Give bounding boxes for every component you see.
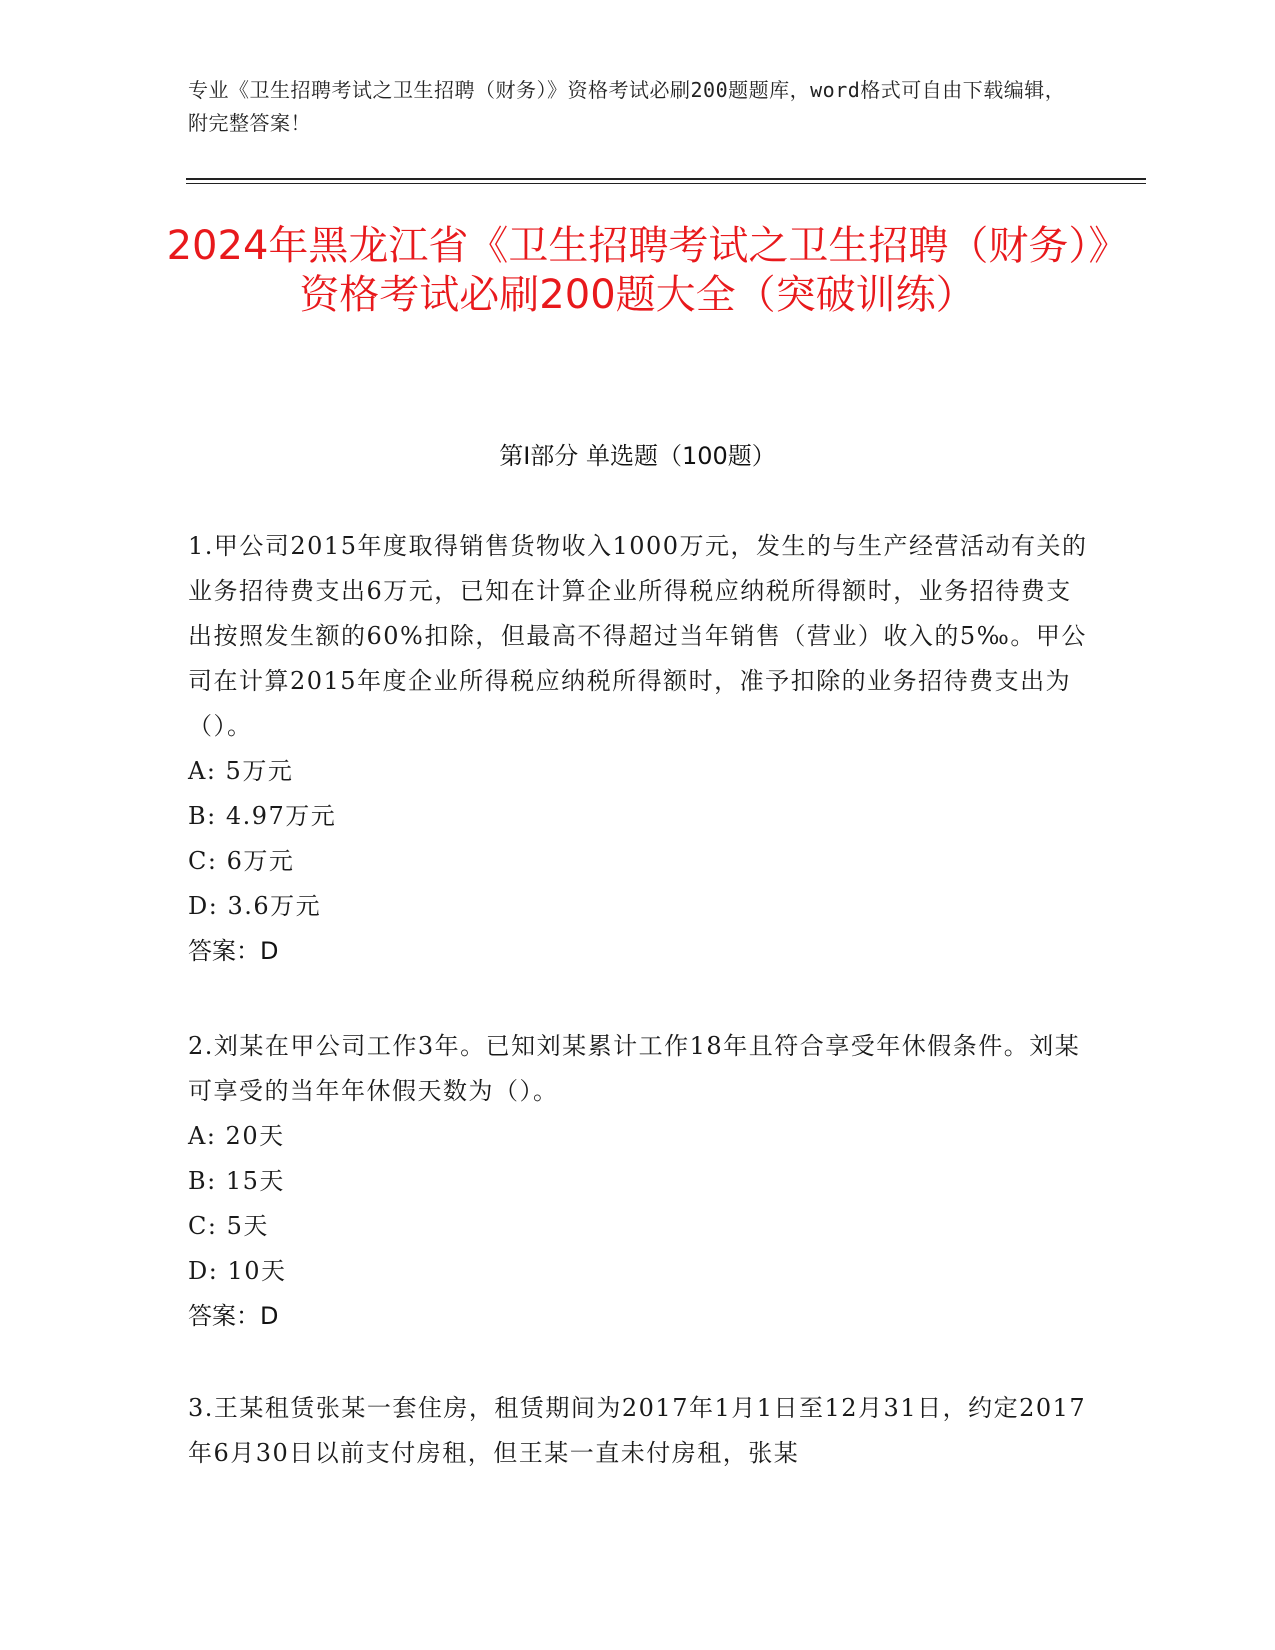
answer: 答案：D	[188, 937, 279, 965]
option-d: D: 3.6万元	[188, 892, 322, 920]
document-title: 2024年黑龙江省《卫生招聘考试之卫生招聘（财务）》资格考试必刷200题大全（突破训练）	[166, 223, 1109, 318]
question-stem: 2.刘某在甲公司工作3年。已知刘某累计工作18年且符合享受年休假条件。刘某可享受的当年年休假天数为（）。	[188, 1032, 1081, 1105]
question-stem: 1.甲公司2015年度取得销售货物收入1000万元，发生的与生产经营活动有关的业务招待费支出6万元，已知在计算企业所得税应纳税所得额时，业务招待费支出按照发生额的60%扣除，但最高不得超过当年销售（营业）收入的5‰。甲公司在计算2015年度企业所得税应纳税所得额时，准予扣除的业务招待费支出为（）。	[188, 532, 1088, 740]
question-stem: 3.王某租赁张某一套住房，租赁期间为2017年1月1日至12月31日，约定2017年6月30日以前支付房租，但王某一直未付房租，张某	[188, 1394, 1087, 1467]
question-1	[188, 524, 1088, 974]
header-divider-thick	[186, 178, 1146, 180]
section-heading: 第I部分 单选题（100题）	[499, 442, 776, 470]
header-divider-thin	[186, 183, 1146, 184]
option-a: A: 5万元	[188, 757, 294, 785]
question-2	[188, 1024, 1088, 1339]
option-a: A: 20天	[188, 1122, 285, 1150]
answer: 答案：D	[188, 1302, 279, 1330]
option-c: C: 6万元	[188, 847, 295, 875]
option-b: B: 15天	[188, 1167, 285, 1195]
option-d: D: 10天	[188, 1257, 287, 1285]
question-3	[188, 1386, 1088, 1476]
header-note: 专业《卫生招聘考试之卫生招聘（财务）》资格考试必刷200题题库，word格式可自由下载编辑，附完整答案！	[188, 78, 1066, 135]
option-c: C: 5天	[188, 1212, 269, 1240]
option-b: B: 4.97万元	[188, 802, 337, 830]
